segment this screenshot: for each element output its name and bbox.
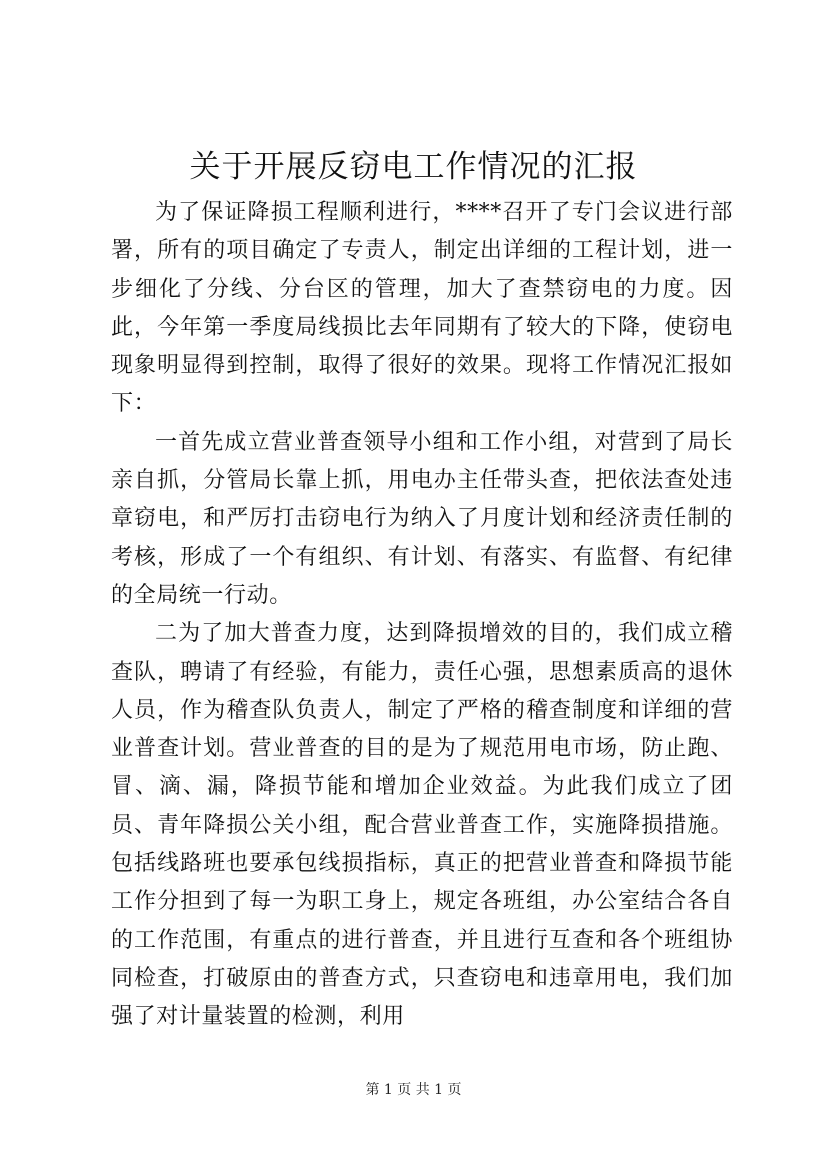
document-title: 关于开展反窃电工作情况的汇报	[189, 149, 638, 185]
page-footer: 第 1 页 共 1 页	[365, 1082, 462, 1098]
paragraph-section-two: 二为了加大普查力度，达到降损增效的目的，我们成立稽查队，聘请了有经验，有能力，责任心强，思想素质高的退休人员，作为稽查队负责人，制定了严格的稽查制度和详细的营业普查计划。营业普查的目的是为了规范用电市场，防止跑、冒、滴、漏，降损节能和增加企业效益。为此我们成立了团员、青年降损公关小组，配合营业普查工作，实施降损措施。包括线路班也要承包线损指标，真正的把营业普查和降损节能工作分担到了每一为职工身上，规定各班组，办公室结合各自的工作范围，有重点的进行普查，并且进行互查和各个班组协同检查，打破原由的普查方式，只查窃电和违章用电，我们加强了对计量装置的检测，利用	[111, 621, 733, 1030]
paragraph-section-one: 一首先成立营业普查领导小组和工作小组，对营到了局长亲自抓，分管局长靠上抓，用电办主任带头查，把依法查处违章窃电，和严厉打击窃电行为纳入了月度计划和经济责任制的考核，形成了一个有组织、有计划、有落实、有监督、有纪律的全局统一行动。	[111, 429, 733, 608]
paragraph-intro: 为了保证降损工程顺利进行，****召开了专门会议进行部署，所有的项目确定了专责人，制定出详细的工程计划，进一步细化了分线、分台区的管理，加大了查禁窃电的力度。因此，今年第一季度局线损比去年同期有了较大的下降，使窃电现象明显得到控制，取得了很好的效果。现将工作情况汇报如下：	[111, 200, 733, 417]
document-body	[111, 194, 733, 1037]
